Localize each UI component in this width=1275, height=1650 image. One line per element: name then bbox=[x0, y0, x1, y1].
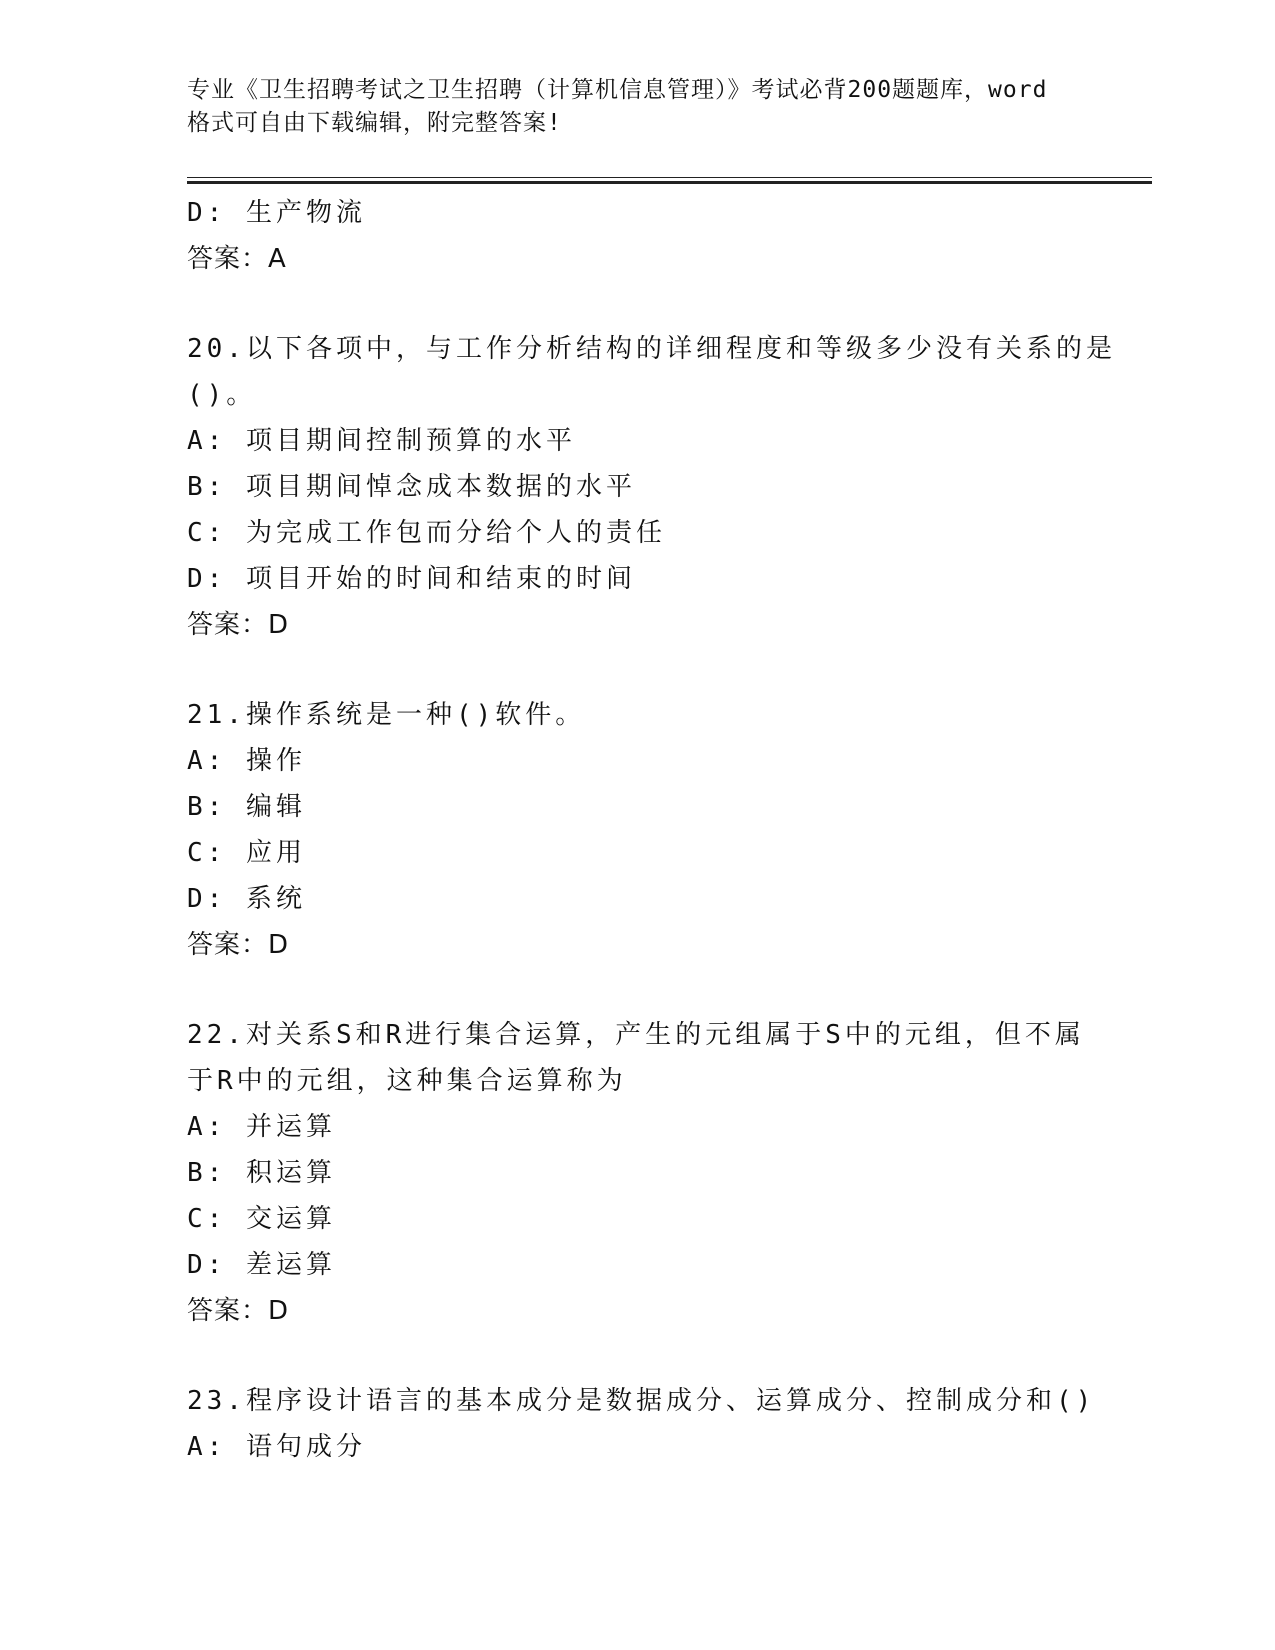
spacer bbox=[187, 282, 1087, 326]
q22-stem-line-1: 22.对关系S和R进行集合运算，产生的元组属于S中的元组，但不属 bbox=[187, 1020, 1085, 1050]
spacer bbox=[187, 1334, 1087, 1378]
q22-option-b: B: 积运算 bbox=[187, 1158, 336, 1188]
question-list bbox=[187, 190, 1116, 1470]
header-line-1: 专业《卫生招聘考试之卫生招聘（计算机信息管理）》考试必背200题题库，word bbox=[187, 77, 1048, 103]
q20-option-c: C: 为完成工作包而分给个人的责任 bbox=[187, 518, 666, 548]
q21-option-c: C: 应用 bbox=[187, 838, 306, 868]
q19-answer: 答案：A bbox=[187, 244, 287, 274]
q21-stem-line-1: 21.操作系统是一种()软件。 bbox=[187, 700, 586, 730]
question-22 bbox=[187, 1012, 1087, 1334]
q22-option-c: C: 交运算 bbox=[187, 1204, 336, 1234]
header-line-2: 格式可自由下载编辑，附完整答案! bbox=[187, 110, 562, 136]
q20-option-d: D: 项目开始的时间和结束的时间 bbox=[187, 564, 636, 594]
q21-answer: 答案：D bbox=[187, 930, 290, 960]
header-rule-thin bbox=[187, 177, 1152, 178]
q22-option-d: D: 差运算 bbox=[187, 1250, 336, 1280]
q20-stem-line-1: 20.以下各项中，与工作分析结构的详细程度和等级多少没有关系的是 bbox=[187, 334, 1116, 364]
question-21 bbox=[187, 692, 1087, 968]
header-rule-thick bbox=[187, 181, 1152, 184]
spacer bbox=[187, 648, 1087, 692]
q22-option-a: A: 并运算 bbox=[187, 1112, 336, 1142]
question-23 bbox=[187, 1378, 1096, 1470]
spacer bbox=[187, 968, 1087, 1012]
q19-option-d: D: 生产物流 bbox=[187, 198, 366, 228]
q22-stem-line-2: 于R中的元组，这种集合运算称为 bbox=[187, 1066, 627, 1096]
q21-option-a: A: 操作 bbox=[187, 746, 306, 776]
q20-option-a: A: 项目期间控制预算的水平 bbox=[187, 426, 576, 456]
document-header bbox=[187, 74, 1087, 140]
q21-option-b: B: 编辑 bbox=[187, 792, 306, 822]
q22-answer: 答案：D bbox=[187, 1296, 290, 1326]
q23-stem-line-1: 23.程序设计语言的基本成分是数据成分、运算成分、控制成分和() bbox=[187, 1386, 1096, 1416]
q20-stem-line-2: ()。 bbox=[187, 380, 257, 410]
q20-option-b: B: 项目期间悼念成本数据的水平 bbox=[187, 472, 636, 502]
q23-option-a: A: 语句成分 bbox=[187, 1432, 366, 1462]
question-20 bbox=[187, 326, 1116, 648]
q20-answer: 答案：D bbox=[187, 610, 290, 640]
q21-option-d: D: 系统 bbox=[187, 884, 306, 914]
